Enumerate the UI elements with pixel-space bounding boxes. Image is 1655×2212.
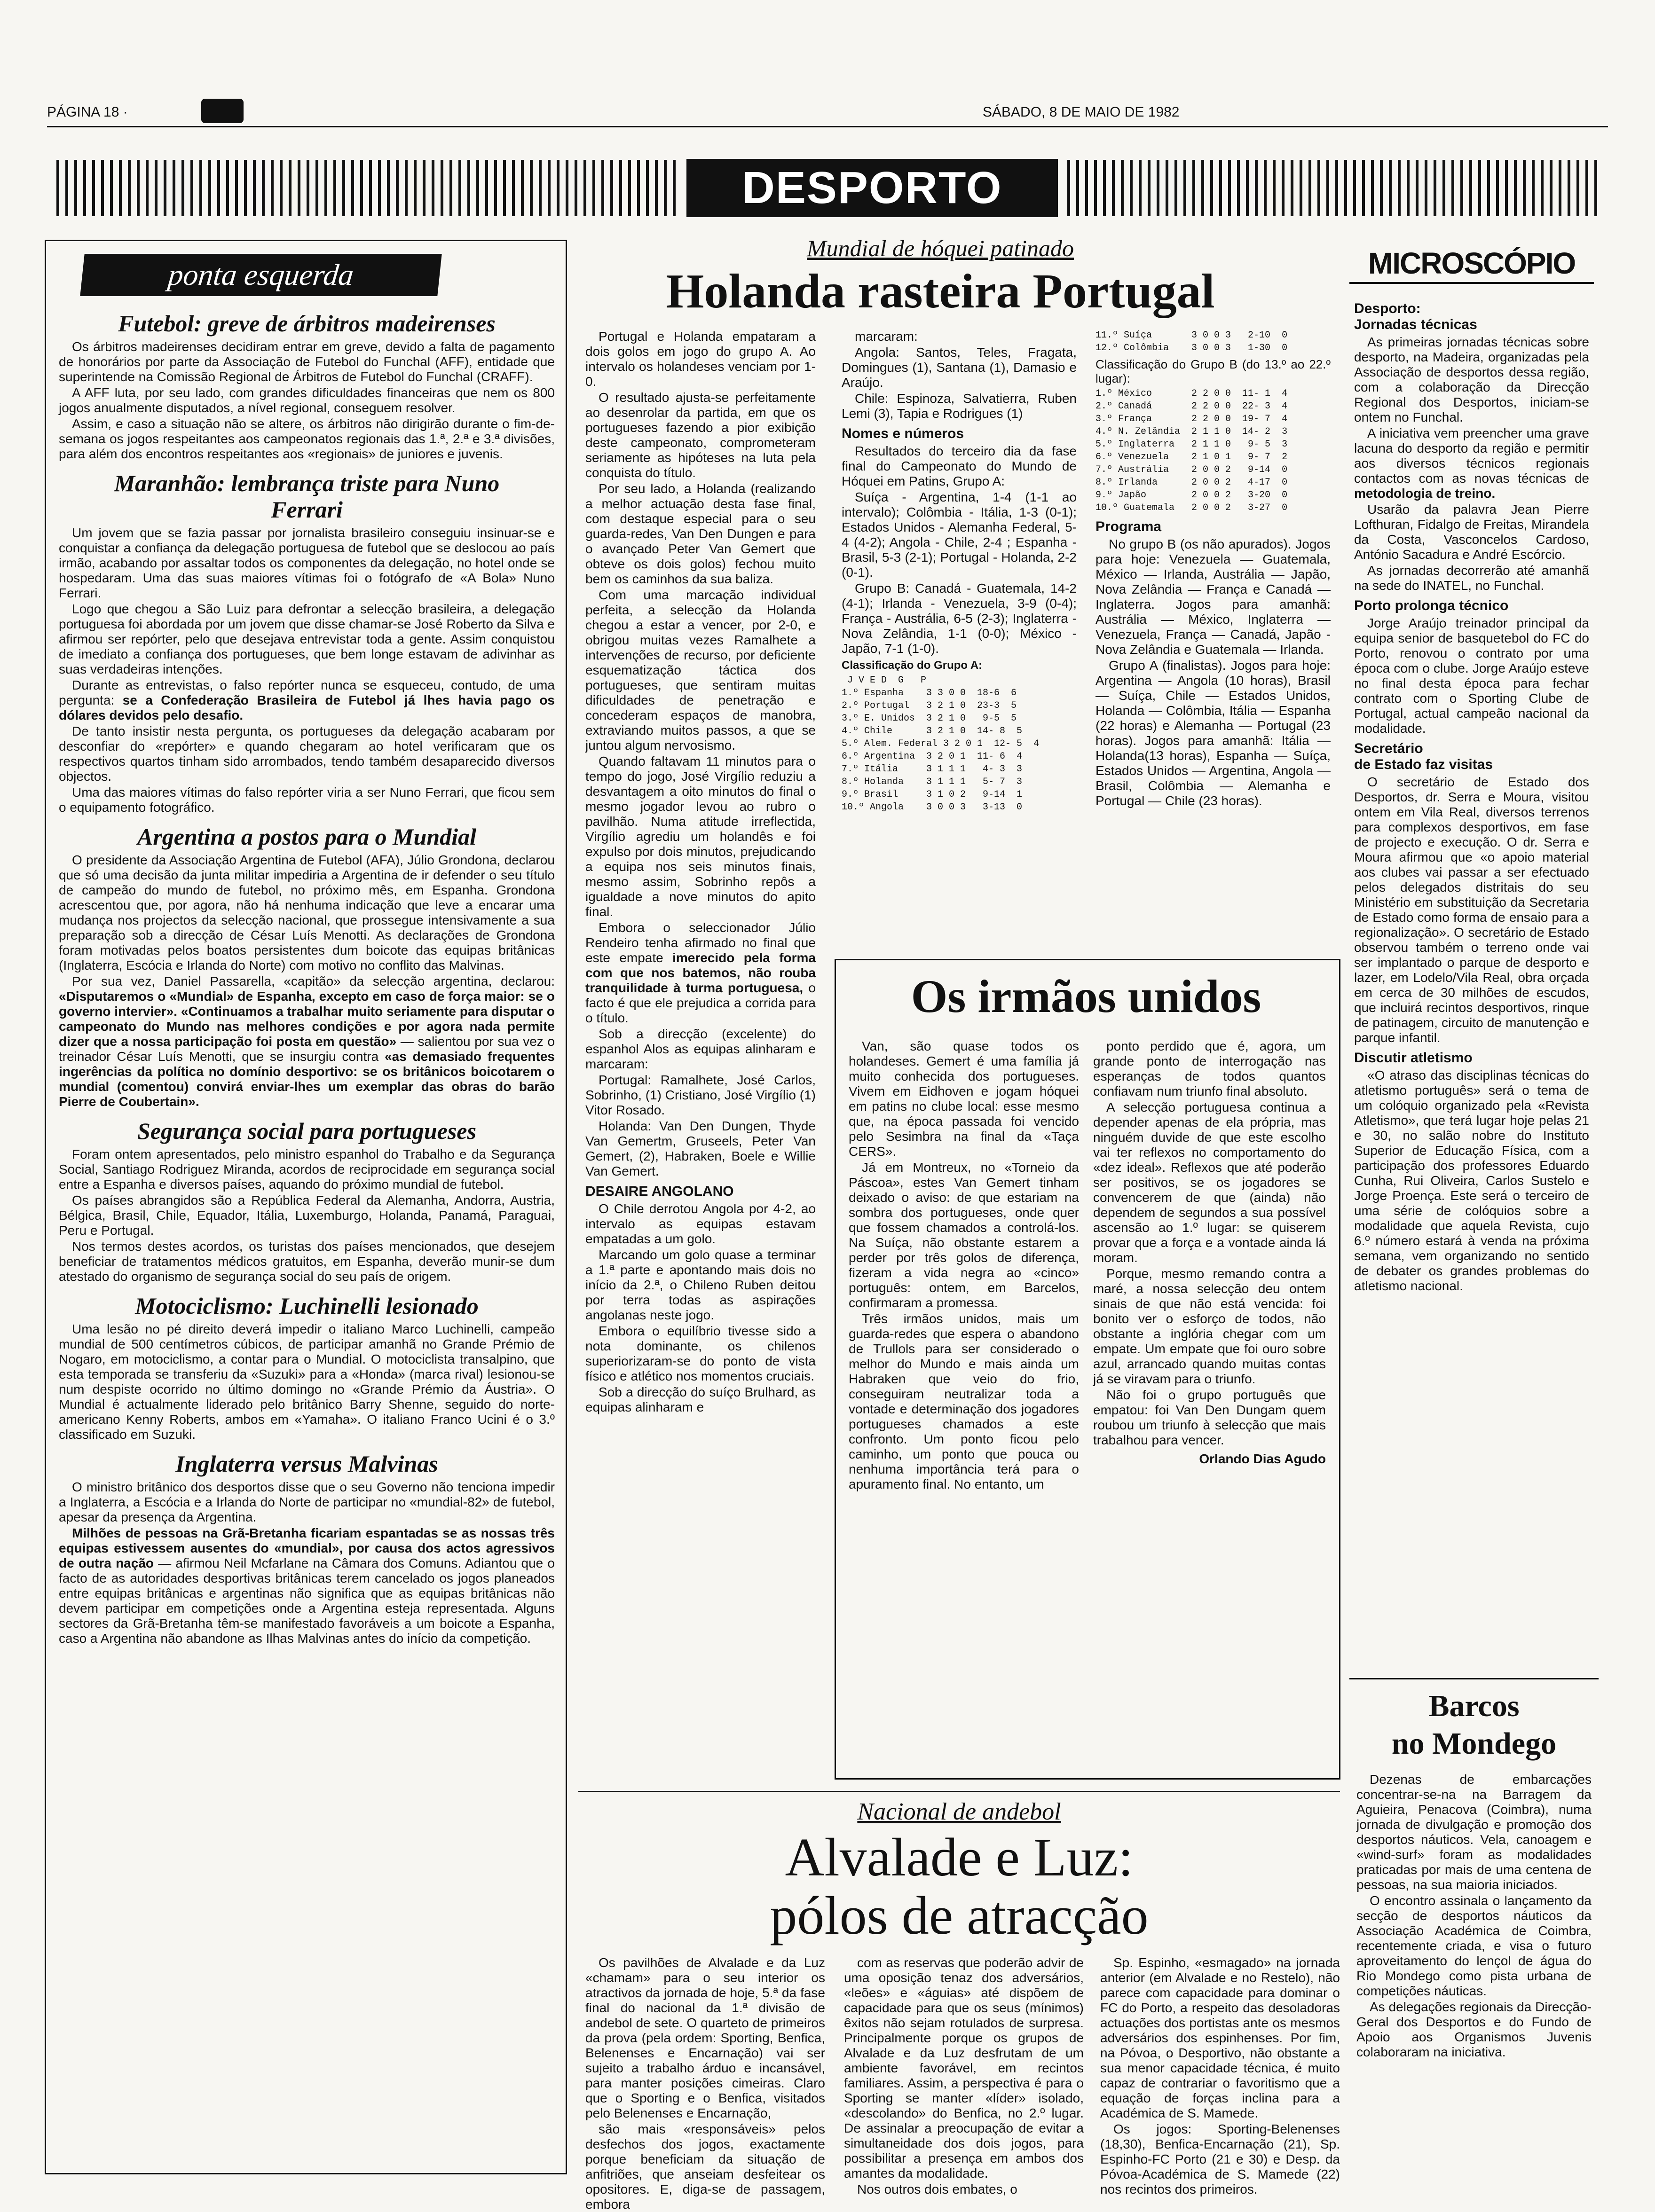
microscopio-title: MICROSCÓPIO xyxy=(1349,244,1594,284)
classificacao-grupo-b-table: 1.º México 2 2 0 0 11- 1 4 2.º Canadá 2 2 0 0 22- 3 4 3.º França 2 2 0 0 19- 7 4 4.º N. Zelândia 2 1 1 0 14- 2 3 5.º Inglaterra 2 1 1 0 9- 5 3 6.º Venezuela 2 1 0 1 9- 7 2 7.º Austrália 2 0 0 2 9-14 0 8.º Irlanda 2 0 0 2 4-17 0 9.º Japão 2 0 0 2 3-20 0 10.º Guatemala 2 0 0 2 3-27 0 xyxy=(1095,388,1288,513)
subhead-jornadas-tecnicas: Jornadas técnicas xyxy=(1354,317,1477,332)
kicker-andebol: Nacional de andebol xyxy=(857,1798,1061,1825)
headline-irmaos-unidos: Os irmãos unidos xyxy=(911,970,1261,1022)
headline-barcos-mondego: Barcos no Mondego xyxy=(1391,1689,1557,1761)
subhead-porto-prolonga: Porto prolonga técnico xyxy=(1354,598,1509,613)
kicker-hoquei: Mundial de hóquei patinado xyxy=(807,235,1074,261)
author-byline: Orlando Dias Agudo xyxy=(1199,1451,1326,1466)
barcos-article: Dezenas de embarcações concentrar-se-na na Barragem da Aguieira, Penacova (Coimbra), numa jornada de divulgação e promoção dos desportos náuticos. Vela, canoagem e «wind-surf» foram as modalidades praticadas por mais de uma centena de pessoas, na sua maioria iniciados. O encontro assinala o lançamento da secção de desportos náuticos da Associação Académica de Coimbra, recentemente criada, e visa o futuro aproveitamento do lençol de água do Rio Mondego como pista urbana de competições náuticas. As delegações regionais da Direcção-Geral dos Desportos e do Fundo de Apoio aos Organismos Juvenis colaboraram na iniciativa. xyxy=(1356,1772,1592,2059)
andebol-col-1: Os pavilhões de Alvalade e da Luz «chamam» para o seu interior os atractivos da jornada de hoje, 5.ª da fase final do nacional da 1.ª divisão de andebol de sete. O quarteto de primeiros da prova (pela ordem: Sporting, Benfica, Belenenses e Encarnação) vai ser sujeito a trabalho árduo e incansável, para manter posições cimeiras. Claro que o Sporting e o Benfica, visitados pelo Belenenses e Encarnação, são mais «responsáveis» pelos desfechos dos jogos, exactamente porque beneficiam da situação de anfitriões, que anseiam desfeitear os opositores. E, diga-se de passagem, embora xyxy=(585,1955,825,2212)
classificacao-grupo-a-table: J V E D G P 1.º Espanha 3 3 0 0 18-6 6 2.º Portugal 3 2 1 0 23-3 5 3.º E. Unidos 3 2 1 0 9-5 5 4.º Chile 3 2 1 0 14- 8 5 5.º Alem. Federal 3 2 0 1 12- 5 4 6.º Argentina 3 2 0 1 11- 6 4 7.º Itália 3 1 1 1 4- 3 3 8.º Holanda 3 1 1 1 5- 7 3 9.º Brasil 3 1 0 2 9-14 1 10.º Angola 3 0 0 3 3-13 0 xyxy=(842,675,1040,813)
classificacao-grupo-b-title: Classificação do Grupo B (do 13.º ao 22.º lugar): xyxy=(1095,357,1331,385)
section-title: DESPORTO xyxy=(686,159,1058,217)
page-number: PÁGINA 18 · xyxy=(47,104,128,120)
subhead-desaire-angolano: DESAIRE ANGOLANO xyxy=(585,1184,734,1199)
irmaos-col-2: ponto perdido que é, agora, um grande ponto de interrogação nas esperanças de todos quantos confiavam num triunfo final absoluto. A selecção portuguesa continua a depender apenas de ela própria, mas ninguém duvide de que este escolho vai ter reflexos no comportamento do «dez ideal». Reflexos que até poderão ser positivos, se os jogadores se convencerem de que (ainda) não dependem de segundos a sua possível ascensão ao 1.º lugar: se quiserem provar que a força e a vontade ainda lá moram. Porque, mesmo remando contra a maré, a nossa selecção deu ontem sinais de que não está vencida: foi bonito ver o esforço de todos, não obstante a inglória chegar com um empate. Um empate que foi ouro sobre azul, arrancado quando muitas contas já se viravam para o triunfo. Não foi o grupo português que empatou: foi Van Den Dungam quem roubou um triunfo à selecção que mais trabalhou para vencer. Orlando Dias Agudo xyxy=(1093,1039,1326,1466)
headline-futebol-greve: Futebol: greve de árbitros madeirenses xyxy=(118,310,496,337)
headline-holanda-portugal: Holanda rasteira Portugal xyxy=(666,264,1215,318)
andebol-col-3: Sp. Espinho, «esmagado» na jornada anterior (em Alvalade e no Restelo), não parece com capacidade para dominar o FC do Porto, a respeito das desoladoras actuações dos portistas ante os mesmos adversários dos espinhenses. Por fim, na Póvoa, o Desportivo, não obstante a sua menor capacidade técnica, é muito capaz de contrariar o favoritismo que a equação de forças inclina para a Académica de S. Mamede. Os jogos: Sporting-Belenenses (18,30), Benfica-Encarnação (21), Sp. Espinho-FC Porto (21 e 30) e Desp. da Póvoa-Académica de S. Mamede (22) nos recintos dos primeiros. xyxy=(1100,1955,1340,2196)
headline-argentina: Argentina a postos para o Mundial xyxy=(137,824,477,850)
andebol-col-2: com as reservas que poderão advir de uma oposição tenaz dos adversários, «leões» e «águias» até dispõem de capacidade para que os seus (mínimos) êxitos não sejam rotulados de surpresa. Principalmente porque os grupos de Alvalade e da Luz desfrutam de um ambiente favorável, em recintos familiares. Assim, a perspectiva é para o Sporting se manter «líder» isolado, «descolando» do Benfica, no 2.º lugar. De assinalar a preocupação de evitar a simultaneidade dos dois jogos, para possibilitar a presença em ambos dos amantes da modalidade. Nos outros dois embates, o xyxy=(844,1955,1084,2196)
ponta-esquerda-content xyxy=(59,310,555,2162)
classificacao-grupo-a-table-end: 11.º Suíça 3 0 0 3 2-10 0 12.º Colômbia 3 0 0 3 1-30 0 xyxy=(1095,330,1288,353)
article-seguranca-social: Foram ontem apresentados, pelo ministro espanhol do Trabalho e da Segurança Social, Santiago Rodriguez Miranda, acordos de reciprocidade em segurança social entre a Espanha e diversos países, aquando do próximo mundial de futebol. Os países abrangidos são a República Federal da Alemanha, Andorra, Austria, Bélgica, Brasil, Chile, Equador, Itália, Luxemburgo, Holanda, Panamá, Paraguai, Peru e Portugal. Nos termos destes acordos, os turistas dos países mencionados, que desejem beneficiar de tratamentos médicos gratuitos, em Espanha, deverão munir-se dum atestado do organismo de segurança social do seu país de origem. xyxy=(59,1147,555,1284)
subhead-nomes-numeros: Nomes e números xyxy=(842,426,964,441)
section-banner-hatch-right xyxy=(1067,160,1599,216)
headline-alvalade-luz: Alvalade e Luz: pólos de atracção xyxy=(770,1828,1149,1946)
article-motociclismo: Uma lesão no pé direito deverá impedir o italiano Marco Luchinelli, campeão mundial de 500 centímetros cúbicos, de participar amanhã no Grande Prémio de Nogaro, em motociclismo, a contar para o Mundial. O motociclista transalpino, que esta temporada se transferiu da «Suzuki» para a «Honda» (marca rival) lesionou-se num despiste ocorrido no último domingo no «Grande Prémio da Áustria». O Mundial é actualmente liderado pelo britânico Barry Shenne, seguido do norte-americano Kenny Roberts, ambos em «Yamaha». O italiano Franco Ucini é o 3.º classificado em Suzuki. xyxy=(59,1322,555,1442)
hoquei-col-1: Portugal e Holanda empataram a dois golos em jogo do grupo A. Ao intervalo os holandeses venciam por 1-0. O resultado ajusta-se perfeitamente ao desenrolar da partida, em que os portugueses fazendo a pior exibição deste campeonato, comprometeram seriamente as hipóteses na luta pela conquista do título. Por seu lado, a Holanda (realizando a melhor actuação desta fase final, com destaque especial para o seu guarda-redes, Van Den Dungen e para o avançado Peter Van Gemert que obteve os dois golos) fechou muito bem os caminhos da sua baliza. Com uma marcação individual perfeita, a selecção da Holanda chegou a estar a vencer, por 2-0, e obrigou muitas vezes Ramalhete a intervenções de recurso, por deficiente esquematização táctica dos portugueses, que sentiram muitas dificuldades de penetração e concederam espaços de manobra, extraviando muitos passos, a que se juntou algum nervosismo. Quando faltavam 11 minutos para o tempo do jogo, José Virgílio reduziu a desvantagem a oito minutos do final o mesmo jogador levou ao rubro o pavilhão. Numa atitude irreflectida, Virgílio agrediu um holandês e foi expulso por dois minutos, prejudicando a equipa nos seis minutos finais, mesmo assim, Sobrinho repôs a igualdade a nove minutos do apito final. Embora o seleccionador Júlio Rendeiro tenha afirmado no final que este empate imerecido pela forma com que nos batemos, não rouba tranquilidade à turma portuguesa, o facto é que ele prejudica a corrida para o título. Sob a direcção (excelente) do espanhol Alos as equipas alinharam e marcaram: Portugal: Ramalhete, José Carlos, Sobrinho, (1) Cristiano, José Virgílio (1) Vitor Rosado. Holanda: Van Den Dungen, Thyde Van Gemertm, Gruseels, Peter Van Gemert, (2), Habraken, Boele e Willie Van Gemert. DESAIRE ANGOLANO O Chile derrotou Angola por 4-2, ao intervalo as equipas estavam empatadas a um golo. Marcando um golo quase a terminar a 1.ª parte e apontando mais dois no início da 2.ª, o Chileno Ruben deitou por terra todas as aspirações angolanas neste jogo. Embora o equilíbrio tivesse sido a nota dominante, os chilenos superiorizaram-se do ponto de vista físico e atlético nos momentos cruciais. Sob a direcção do suíço Brulhard, as equipas alinharam e xyxy=(585,329,816,1414)
headline-seguranca-social: Segurança social para portugueses xyxy=(137,1118,476,1144)
article-inglaterra-malvinas: O ministro britânico dos desportos disse que o seu Governo não tenciona impedir a Inglaterra, a Escócia e a Irlanda do Norte de participar no «mundial-82» de futebol, apesar da presença da Argentina. Milhões de pessoas na Grã-Bretanha ficariam espantadas se as nossas três equipas estivessem ausentes do «mundial», por causa dos actos agressivos de outra nação — afirmou Neil Mcfarlane na Câmara dos Comuns. Adiantou que o facto de as autoridades desportivas britânicas terem cancelado os jogos planeados entre equipas britânicas e argentinas não significa que as equipas britânicas não devem participar em competições onde a Argentina esteja representada. Alguns sectores da Grã-Bretanha têm-se manifestado favoráveis a um boicote a Espanha, caso a Argentina não abandone as Ilhas Malvinas antes do início da competição. xyxy=(59,1480,555,1646)
microscopio-content: Desporto: Jornadas técnicas As primeiras jornadas técnicas sobre desporto, na Madeira, organizadas pela Associação de desportos dessa região, com a colaboração da Direcção Regional dos Desportos, iniciam-se ontem no Funchal. A iniciativa vem preencher uma grave lacuna do desporto da região e permitir aos diversos técnicos regionais contactos com as novas técnicas de metodologia de treino. Usarão da palavra Jean Pierre Lofthuran, Fidalgo de Freitas, Mirandela da Costa, Vasconcelos Cardoso, António Sacadura e André Escórcio. As jornadas decorrerão até amanhã na sede do INATEL, no Funchal. Porto prolonga técnico Jorge Araújo treinador principal da equipa senior de basquetebol do FC do Porto, renovou o contrato por uma época com o clube. Jorge Araújo esteve no final desta época para fechar contrato com o Sporting Clube de Portugal, actual campeão nacional da modalidade. Secretário de Estado faz visitas O secretário de Estado dos Desportos, dr. Serra e Moura, visitou ontem em Vila Real, diversos terrenos para complexos desportivos, em fase de projecto e execução. O dr. Serra e Moura afirmou que «o apoio material aos clubes vai passar a ser efectuado pelos delegados distritais do seu Ministério em substituição da Secretaria de Estado como forma de ensaio para a regionalização». O secretário de Estado observou também o terreno onde vai ser implantado o parque de desporto e lazer, em Lodelo/Vila Real, obra orçada em cerca de 30 milhões de escudos, que incluirá recintos desportivos, rinque de patinagem, circuito de manutenção e parque infantil. Discutir atletismo «O atraso das disciplinas técnicas do atletismo português» será o tema de um colóquio organizado pela «Revista Atletismo», que terá lugar hoje pelas 21 e 30, no salão nobre do Instituto Superior de Educação Física, com a participação dos professores Eduardo Cunha, Rui Oliveira, Carlos Sustelo e Jorge Proença. Este será o terceiro de uma série de colóquios sobre a modalidade que aquela Revista, cujo 6.º número estará à venda na próxima semana, vem organizando no sentido de debater os grandes problemas do atletismo nacional. xyxy=(1354,301,1589,1293)
andebol-top-rule xyxy=(578,1791,1340,1792)
article-futebol-greve: Os árbitros madeirenses decidiram entrar em greve, devido a falta de pagamento de honorários por parte da Associação de Futebol do Funchal (AFF), entidade que superintende na Comissão Regional de Árbitros de Futebol do Funchal (CRAFF). A AFF luta, por seu lado, com grandes dificuldades financeiras que nem os 800 jogos anualmente disputados, a nível regional, conseguem resolver. Assim, e caso a situação não se altere, os árbitros não dirigirão durante o fim-de-semana os jogos respeitantes aos campeonatos regionais das 1.ª, 2.ª e 3.ª divisões, para além dos encontros respeitantes aos «regionais» de juniores e juvenis. xyxy=(59,339,555,461)
headline-motociclismo: Motociclismo: Luchinelli lesionado xyxy=(135,1293,479,1319)
classificacao-grupo-a-title: Classificação do Grupo A: xyxy=(842,659,983,672)
barcos-top-rule xyxy=(1349,1678,1599,1679)
hoquei-col-2: marcaram: Angola: Santos, Teles, Fragata, Domingues (1), Santana (1), Damasio e Araújo. Chile: Espinoza, Salvatierra, Ruben Lemi (3), Tapia e Rodrigues (1) Nomes e números Resultados do terceiro dia da fase final do Campeonato do Mundo de Hóquei em Patins, Grupo A: Suíça - Argentina, 1-4 (1-1 ao intervalo); Colômbia - Itália, 1-3 (0-1); Estados Unidos - Alemanha Federal, 5-4 (4-2); Angola - Chile, 2-4 ; Espanha - Brasil, 5-3 (2-1); Portugal - Holanda, 2-2 (0-1). Grupo B: Canadá - Guatemala, 14-2 (4-1); Irlanda - Venezuela, 3-9 (0-4); França - Austrália, 6-5 (2-3); Inglaterra - Nova Zelândia, 1-1 (0-0); México - Japão, 7-1 (1-0). Classificação do Grupo A: J V E D G P 1.º Espanha 3 3 0 0 18-6 6 2.º Portugal 3 2 1 0 23-3 5 3.º E. Unidos 3 2 1 0 9-5 5 4.º Chile 3 2 1 0 14- 8 5 5.º Alem. Federal 3 2 0 1 12- 5 4 6.º Argentina 3 2 0 1 11- 6 4 7.º Itália 3 1 1 1 4- 3 3 8.º Holanda 3 1 1 1 5- 7 3 9.º Brasil 3 1 0 2 9-14 1 10.º Angola 3 0 0 3 3-13 0 xyxy=(842,329,1077,813)
article-maranhao: Um jovem que se fazia passar por jornalista brasileiro conseguiu insinuar-se e conquistar a confiança da delegação portuguesa de futebol que se deslocou ao país irmão, acabando por assaltar todos os componentes da delegação, no hotel onde se hospedaram. Uma das suas maiores vítimas foi o fotógrafo de «A Bola» Nuno Ferrari. Logo que chegou a São Luiz para defrontar a selecção brasileira, a delegação portuguesa foi abordada por um jovem que disse chamar-se José Roberto da Silva e afirmou ser repórter, pelo que desejava entrevistar toda a gente. Assim conquistou de imediato a confiança dos portugueses, que bem longe estavam de adivinhar as suas verdadeiras intenções. Durante as entrevistas, o falso repórter nunca se esqueceu, contudo, de uma pergunta: se a Confederação Brasileira de Futebol já lhes havia pago os dólares devidos pelo desafio. De tanto insistir nesta pergunta, os portugueses da delegação acabaram por desconfiar do «repórter» e quando chegaram ao hotel verificaram que os respectivos quartos tinham sido arrombados, tendo também desaparecido diversos objectos. Uma das maiores vítimas do falso repórter viria a ser Nuno Ferrari, que ficou sem o equipamento fotográfico. xyxy=(59,526,555,815)
newspaper-logo-icon xyxy=(201,99,244,123)
irmaos-col-1: Van, são quase todos os holandeses. Gemert é uma família já muito conhecida dos portugueses. Vivem em Eidhoven e jogam hóquei em patins no clube local: esse mesmo que, na época passada foi vencido pelo Sesimbra na final da «Taça CERS». Já em Montreux, no «Torneio da Páscoa», estes Van Gemert tinham deixado o aviso: de que estariam na sombra dos portugueses, onde quer que fossem chamados a controlá-los. Na Suíça, não obstante estarem a perder por três golos de diferença, fizeram a vida negra ao «cinco» português: ontem, em Barcelos, confirmaram a promessa. Três irmãos unidos, mais um guarda-redes que espera o abandono de Trullols para ser considerado o melhor do Mundo e mais ainda um Habraken que veio do frio, conseguiram neutralizar toda a vontade e determinação dos jogadores portugueses chamados a este confronto. Um ponto ficou pelo caminho, um ponto que pouca ou nenhuma importância terá para o apuramento final. No entanto, um xyxy=(849,1039,1079,1491)
headline-maranhao: Maranhão: lembrança triste para Nuno Ferrari xyxy=(114,470,500,523)
section-banner-hatch-left xyxy=(56,160,677,216)
hoquei-col-3: 11.º Suíça 3 0 0 3 2-10 0 12.º Colômbia 3 0 0 3 1-30 0 Classificação do Grupo B (do 13.º ao 22.º lugar): 1.º México 2 2 0 0 11- 1 4 2.º Canadá 2 2 0 0 22- 3 4 3.º França 2 2 0 0 19- 7 4 4.º N. Zelândia 2 1 1 0 14- 2 3 5.º Inglaterra 2 1 1 0 9- 5 3 6.º Venezuela 2 1 0 1 9- 7 2 7.º Austrália 2 0 0 2 9-14 0 8.º Irlanda 2 0 0 2 4-17 0 9.º Japão 2 0 0 2 3-20 0 10.º Guatemala 2 0 0 2 3-27 0 Programa No grupo B (os não apurados). Jogos para hoje: Venezuela — Guatemala, México — Irlanda, Austrália — Japão, Nova Zelândia — França e Canadá — Inglaterra. Jogos para amanhã: Austrália — México, Inglaterra — Venezuela, França — Canadá, Japão - Nova Zelândia e Guatemala — Irlanda. Grupo A (finalistas). Jogos para hoje: Argentina — Angola (10 horas), Brasil — Suíça, Chile — Estados Unidos, Holanda — Colômbia, Itália — Espanha (22 horas) e Alemanha — Portugal (23 horas). Jogos para amanhã: Itália — Holanda(13 horas), Espanha — Suíça, Estados Unidos — Argentina, Angola — Brasil, Colômbia — Alemanha e Portugal — Chile (23 horas). xyxy=(1095,330,1331,808)
headline-inglaterra-malvinas: Inglaterra versus Malvinas xyxy=(175,1451,438,1477)
page-date: SÁBADO, 8 DE MAIO DE 1982 xyxy=(983,104,1180,120)
subhead-programa: Programa xyxy=(1095,519,1162,534)
subhead-secretario-estado: de Estado faz visitas xyxy=(1354,757,1493,772)
subhead-discutir-atletismo: Discutir atletismo xyxy=(1354,1050,1473,1066)
column-title: ponta esquerda xyxy=(80,254,441,296)
article-argentina: O presidente da Associação Argentina de Futebol (AFA), Júlio Grondona, declarou que só uma decisão da junta militar impediria a Argentina de ir defender o seu título de campeão do mundo de futebol, no próximo mês, em Espanha. Grondona acrescentou que, por agora, não há nenhuma indicação que leve a encarar uma mudança nos projectos da selecção nacional, que prossegue intensivamente a sua preparação sob a direcção de César Luís Menotti. As declarações de Grondona foram motivadas pelos boatos persistentes dum boicote das equipas britânicas (Inglaterra, Escócia e Irlanda do Norte) com motivo no conflito das Malvinas. Por sua vez, Daniel Passarella, «capitão» da selecção argentina, declarou: «Disputaremos o «Mundial» de Espanha, excepto em caso de força maior: se o governo intervier». «Continuamos a trabalhar muito seriamente para disputar o campeonato do Mundo nas melhores condições e por agora nada permite dizer que a nossa participação foi posta em questão» — salientou por sua vez o treinador César Luís Menotti, que se insurgiu contra «as demasiado frequentes ingerências da política no domínio desportivo: se os britânicos boicotarem o mundial (comentou) convirá enviar-lhes um exemplar das obras do barão Pierre de Coubertain». xyxy=(59,853,555,1109)
header-rule xyxy=(47,126,1608,127)
